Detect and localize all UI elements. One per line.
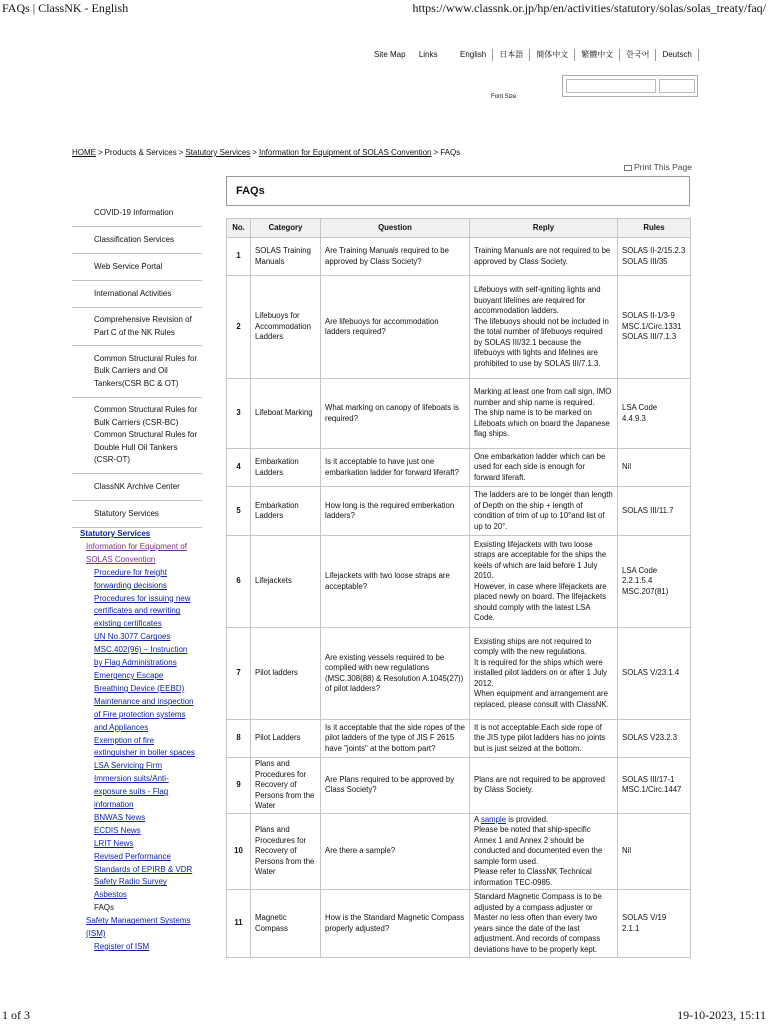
- breadcrumb-current: FAQs: [440, 148, 461, 157]
- print-page-title: FAQs | ClassNK - English: [2, 1, 129, 15]
- cell-question: Are Plans required to be approved by Class Society?: [321, 758, 470, 814]
- printer-icon: [624, 165, 632, 171]
- cell-question: How is the Standard Magnetic Compass properly adjusted?: [321, 890, 470, 958]
- cell-question: What marking on canopy of lifeboats is required?: [321, 379, 470, 449]
- cell-question: Are Training Manuals required to be approved by Class Society?: [321, 238, 470, 276]
- cell-rules: SOLAS II-1/3-9 MSC.1/Circ.1331 SOLAS III/7.1.3: [618, 276, 691, 379]
- cell-no: 11: [227, 890, 251, 958]
- cell-rules: SOLAS III/17-1 MSC.1/Circ.1447: [618, 758, 691, 814]
- sidebar-item-classification[interactable]: Classification Services: [72, 227, 202, 254]
- cell-question: Are lifebuoys for accommodation ladders required?: [321, 276, 470, 379]
- print-url: https://www.classnk.or.jp/hp/en/activities/statutory/solas/solas_treaty/faq/: [412, 1, 766, 15]
- cell-no: 3: [227, 379, 251, 449]
- utility-links: [374, 50, 449, 59]
- subnav-item[interactable]: Statutory Services: [80, 529, 151, 538]
- subnav-item[interactable]: extinguisher in boiler spaces: [94, 748, 195, 758]
- subnav-item[interactable]: Safety Management Systems: [86, 916, 191, 926]
- subnav-item[interactable]: Procedures for issuing new: [94, 593, 191, 603]
- header-rules: Rules: [618, 219, 691, 238]
- subnav-item[interactable]: Emergency Escape: [94, 670, 164, 680]
- cell-no: 8: [227, 720, 251, 758]
- sidebar-item-covid[interactable]: COVID-19 Information: [72, 200, 202, 227]
- reply-prefix: A: [474, 814, 481, 824]
- subnav-item[interactable]: LRIT News: [94, 838, 134, 848]
- subnav-item[interactable]: forwarding decisions: [94, 580, 167, 590]
- sidebar-subnav: [72, 528, 202, 954]
- cell-rules: Nil: [618, 813, 691, 890]
- cell-category: Lifeboat Marking: [251, 379, 321, 449]
- cell-reply: Exsisting ships are not required to comply with the new regulations. It is required for the ships which were installed pilot ladders on or after 1 July 2012. When equipment and arrangement are replaced, please consult with ClassNK.: [470, 628, 618, 720]
- cell-category: Embarkation Ladders: [251, 487, 321, 536]
- sidebar-item-part-c[interactable]: Comprehensive Revision of Part C of the NK Rules: [72, 308, 202, 346]
- cell-no: 2: [227, 276, 251, 379]
- cell-category: Pilot ladders: [251, 628, 321, 720]
- print-header: [0, 0, 768, 18]
- cell-reply: Training Manuals are not required to be approved by Class Society.: [470, 238, 618, 276]
- header-reply: Reply: [470, 219, 618, 238]
- search-input[interactable]: [566, 79, 656, 93]
- language-switcher: [460, 49, 699, 61]
- subnav-item[interactable]: SOLAS Convention: [86, 554, 156, 564]
- subnav-item[interactable]: LSA Servicing Firm: [94, 761, 163, 771]
- table-row: [227, 487, 691, 536]
- subnav-item[interactable]: by Flag Administrations: [94, 658, 177, 668]
- subnav-item[interactable]: information: [94, 800, 134, 810]
- sidebar-item-csr-bc-csr-ot[interactable]: Common Structural Rules for Bulk Carriers (CSR-BC) Common Structural Rules for Double Hull Oil Tankers (CSR-OT): [72, 398, 202, 474]
- cell-rules: LSA Code 4.4.9.3: [618, 379, 691, 449]
- search-button[interactable]: [659, 79, 695, 93]
- subnav-item[interactable]: Information for Equipment of: [86, 541, 187, 551]
- cell-reply: Plans are not required to be approved by Class Society.: [470, 758, 618, 814]
- breadcrumb-solas-info[interactable]: Information for Equipment of SOLAS Convention: [258, 148, 432, 157]
- sidebar-item-archive[interactable]: ClassNK Archive Center: [72, 474, 202, 501]
- cell-question: Are there a sample?: [321, 813, 470, 890]
- cell-reply: The ladders are to be longer than length of Depth on the ship + length of condition of trim of up to 10°and list of up to 20°.: [470, 487, 618, 536]
- lang-english[interactable]: English: [460, 49, 493, 61]
- cell-reply: Lifebuoys with self-igniting lights and buoyant lifelines are required for accommodation ladders. The lifebuoys should not be included in the total number of lifebuoys required by SOLAS III/32.1 because the lifebuoys with lights and lifelines are prohibited to use by SOLAS III/7.1.3.: [470, 276, 618, 379]
- cell-rules: SOLAS V23.2.3: [618, 720, 691, 758]
- subnav-item[interactable]: UN No.3077 Cargoes: [94, 632, 171, 642]
- cell-no: 5: [227, 487, 251, 536]
- cell-no: 9: [227, 758, 251, 814]
- table-row: [227, 890, 691, 958]
- breadcrumb-home[interactable]: HOME: [72, 148, 96, 157]
- cell-reply: Exsisting lifejackets with two loose straps are acceptable for the ships the keels of which are laid before 1 July 2010. However, in case where lifejackets are placed newly on board. The lifejackets should comply with the latest LSA Code.: [470, 536, 618, 628]
- breadcrumb-products: Products & Services: [104, 148, 177, 157]
- lang-korean[interactable]: 한국어: [620, 49, 656, 61]
- cell-question: Is it acceptable to have just one embarkation ladder for forward liferaft?: [321, 449, 470, 487]
- print-page-label: Print This Page: [634, 162, 692, 172]
- subnav-item[interactable]: Safety Radio Survey: [94, 877, 167, 887]
- table-row: [227, 276, 691, 379]
- table-row: [227, 628, 691, 720]
- subnav-item[interactable]: Revised Performance: [94, 851, 171, 861]
- cell-question: Is it acceptable that the side ropes of the pilot ladders of the type of JIS F 2615 have "joints" at the bottom part?: [321, 720, 470, 758]
- cell-question: Lifejackets with two loose straps are acceptable?: [321, 536, 470, 628]
- cell-reply: Marking at least one from call sign, IMO number and ship name is required. The ship name is to be marked on Lifeboats which on board the Japanese flag ships.: [470, 379, 618, 449]
- sidebar-item-international[interactable]: International Activities: [72, 281, 202, 308]
- cell-category: Lifebuoys for Accommodation Ladders: [251, 276, 321, 379]
- table-row: [227, 379, 691, 449]
- table-row: [227, 449, 691, 487]
- cell-reply: Standard Magnetic Compass is to be adjusted by a compass adjuster or Master no less often than every two years since the date of the last adjustment. And records of compass deviations have to be properly kept.: [470, 890, 618, 958]
- lang-simplified-chinese[interactable]: 簡体中文: [530, 49, 575, 61]
- cell-no: 10: [227, 813, 251, 890]
- table-row: [227, 813, 691, 890]
- cell-reply: It is not acceptable.Each side rope of the JIS type pilot ladders has no joints but is just seized at the bottom.: [470, 720, 618, 758]
- sidebar-item-statutory[interactable]: Statutory Services: [72, 501, 202, 528]
- cell-rules: LSA Code 2.2.1.5.4 MSC.207(81): [618, 536, 691, 628]
- subnav-item[interactable]: Standards of EPIRB & VDR: [94, 864, 193, 874]
- sidebar-item-csr-bc-ot[interactable]: Common Structural Rules for Bulk Carriers and Oil Tankers(CSR BC & OT): [72, 346, 202, 398]
- page-title: FAQs: [226, 176, 690, 206]
- table-header-row: [227, 219, 691, 238]
- subnav-item[interactable]: and Appliances: [94, 722, 149, 732]
- print-footer: [0, 1008, 768, 1024]
- cell-rules: SOLAS V/23.1.4: [618, 628, 691, 720]
- lang-german[interactable]: Deutsch: [656, 49, 698, 61]
- cell-category: Plans and Procedures for Recovery of Persons from the Water: [251, 758, 321, 814]
- cell-category: Magnetic Compass: [251, 890, 321, 958]
- cell-reply: [470, 813, 618, 890]
- cell-question: Are existing vessels required to be complied with new regulations (MSC.308(88) & Resolution A.1045(27)) of pilot ladders?: [321, 628, 470, 720]
- subnav-item[interactable]: ECDIS News: [94, 825, 141, 835]
- font-size-label: Font Size: [491, 94, 517, 100]
- sidebar: [72, 200, 202, 951]
- cell-rules: SOLAS III/11.7: [618, 487, 691, 536]
- cell-category: Lifejackets: [251, 536, 321, 628]
- site-map-link[interactable]: Site Map: [374, 50, 406, 59]
- subnav-item[interactable]: Immersion suits/Anti-: [94, 774, 169, 784]
- search-box: [562, 75, 698, 97]
- print-datetime: 19-10-2023, 15:11: [677, 1008, 766, 1022]
- table-row: [227, 720, 691, 758]
- cell-question: How long is the required emberkation ladders?: [321, 487, 470, 536]
- subnav-item[interactable]: MSC.402(96) – Instruction: [94, 645, 188, 655]
- header-no: No.: [227, 219, 251, 238]
- cell-rules: SOLAS V/19 2.1.1: [618, 890, 691, 958]
- cell-no: 4: [227, 449, 251, 487]
- subnav-item: FAQs: [94, 903, 115, 913]
- subnav-item[interactable]: Maintenance and inspection: [94, 696, 194, 706]
- subnav-item[interactable]: Procedure for freight: [94, 567, 167, 577]
- links-link[interactable]: Links: [418, 50, 438, 59]
- breadcrumb: HOME > Products & Services > Statutory Services > Information for Equipment of SOLAS Convention > FAQs: [72, 148, 461, 157]
- page-count: 1 of 3: [2, 1008, 30, 1022]
- table-row: [227, 238, 691, 276]
- cell-reply: One embarkation ladder which can be used for each side is enough for forward liferaft.: [470, 449, 618, 487]
- header-question: Question: [321, 219, 470, 238]
- lang-japanese[interactable]: 日本語: [493, 49, 530, 61]
- cell-rules: SOLAS II-2/15.2.3 SOLAS III/35: [618, 238, 691, 276]
- subnav-item[interactable]: certificates and rewriting: [94, 606, 181, 616]
- cell-category: Pilot Ladders: [251, 720, 321, 758]
- subnav-item[interactable]: existing certificates: [94, 619, 162, 629]
- header-category: Category: [251, 219, 321, 238]
- reply-text: is provided. Please be noted that ship-specific Annex 1 and Annex 2 should be conducted and documented even the sample form used. Please refer to ClassNK Technical information TEC-0985.: [474, 814, 603, 887]
- cell-category: Plans and Procedures for Recovery of Persons from the Water: [251, 813, 321, 890]
- table-row: [227, 536, 691, 628]
- cell-no: 1: [227, 238, 251, 276]
- cell-rules: Nil: [618, 449, 691, 487]
- table-row: [227, 758, 691, 814]
- subnav-item[interactable]: Register of ISM: [94, 942, 150, 951]
- subnav-item[interactable]: BNWAS News: [94, 812, 146, 822]
- faq-table: [226, 218, 691, 958]
- sample-link[interactable]: sample: [480, 814, 507, 824]
- subnav-item[interactable]: Breathing Device (EEBD): [94, 683, 185, 693]
- print-page-button[interactable]: [624, 162, 692, 172]
- lang-traditional-chinese[interactable]: 繁體中文: [575, 49, 620, 61]
- subnav-item[interactable]: of Fire protection systems: [94, 709, 186, 719]
- cell-no: 7: [227, 628, 251, 720]
- cell-category: SOLAS Training Manuals: [251, 238, 321, 276]
- subnav-item[interactable]: exposure suits - Flag: [94, 787, 169, 797]
- breadcrumb-statutory[interactable]: Statutory Services: [185, 148, 251, 157]
- subnav-item[interactable]: Asbestos: [94, 890, 127, 900]
- subnav-item[interactable]: (ISM): [86, 929, 106, 939]
- cell-category: Embarkation Ladders: [251, 449, 321, 487]
- subnav-item[interactable]: Exemption of fire: [94, 735, 155, 745]
- sidebar-item-web-portal[interactable]: Web Service Portal: [72, 254, 202, 281]
- cell-no: 6: [227, 536, 251, 628]
